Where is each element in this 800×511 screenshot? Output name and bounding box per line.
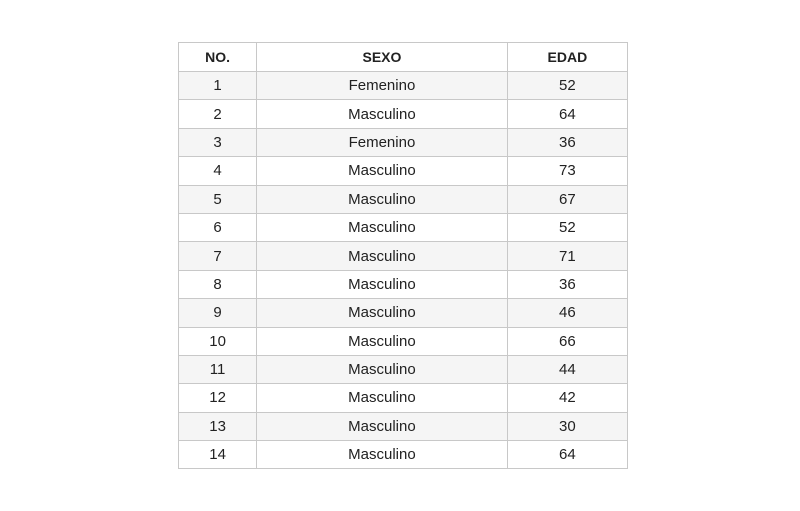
cell-sexo: Masculino (257, 412, 508, 440)
header-no: NO. (179, 43, 257, 72)
cell-no: 4 (179, 157, 257, 185)
table-row (179, 72, 628, 100)
table-row (179, 270, 628, 298)
cell-sexo: Masculino (257, 355, 508, 383)
table-row (179, 128, 628, 156)
cell-edad: 71 (507, 242, 627, 270)
cell-sexo: Masculino (257, 299, 508, 327)
table-row (179, 384, 628, 412)
cell-edad: 66 (507, 327, 627, 355)
cell-no: 12 (179, 384, 257, 412)
table-row (179, 327, 628, 355)
cell-sexo: Femenino (257, 72, 508, 100)
cell-no: 3 (179, 128, 257, 156)
cell-edad: 44 (507, 355, 627, 383)
cell-edad: 64 (507, 441, 627, 469)
table-header (179, 43, 628, 72)
cell-edad: 52 (507, 72, 627, 100)
cell-sexo: Masculino (257, 157, 508, 185)
cell-no: 7 (179, 242, 257, 270)
header-edad: EDAD (507, 43, 627, 72)
cell-sexo: Masculino (257, 185, 508, 213)
table-row (179, 299, 628, 327)
cell-no: 9 (179, 299, 257, 327)
cell-sexo: Masculino (257, 242, 508, 270)
cell-sexo: Masculino (257, 441, 508, 469)
cell-sexo: Masculino (257, 270, 508, 298)
cell-edad: 52 (507, 213, 627, 241)
cell-sexo: Masculino (257, 384, 508, 412)
table-row (179, 157, 628, 185)
cell-no: 2 (179, 100, 257, 128)
cell-no: 1 (179, 72, 257, 100)
cell-edad: 73 (507, 157, 627, 185)
cell-edad: 36 (507, 128, 627, 156)
cell-no: 13 (179, 412, 257, 440)
cell-sexo: Masculino (257, 327, 508, 355)
cell-no: 10 (179, 327, 257, 355)
table-row (179, 441, 628, 469)
cell-sexo: Masculino (257, 100, 508, 128)
cell-no: 14 (179, 441, 257, 469)
table-row (179, 412, 628, 440)
cell-edad: 42 (507, 384, 627, 412)
cell-no: 6 (179, 213, 257, 241)
cell-edad: 64 (507, 100, 627, 128)
cell-edad: 67 (507, 185, 627, 213)
cell-no: 8 (179, 270, 257, 298)
cell-no: 5 (179, 185, 257, 213)
table-row (179, 213, 628, 241)
cell-sexo: Masculino (257, 213, 508, 241)
patients-table (178, 42, 628, 469)
header-row (179, 43, 628, 72)
table-row (179, 355, 628, 383)
header-sexo: SEXO (257, 43, 508, 72)
cell-no: 11 (179, 355, 257, 383)
table-row (179, 242, 628, 270)
table-row (179, 100, 628, 128)
table-row (179, 185, 628, 213)
cell-edad: 36 (507, 270, 627, 298)
table-body (179, 72, 628, 469)
cell-edad: 46 (507, 299, 627, 327)
cell-edad: 30 (507, 412, 627, 440)
cell-sexo: Femenino (257, 128, 508, 156)
